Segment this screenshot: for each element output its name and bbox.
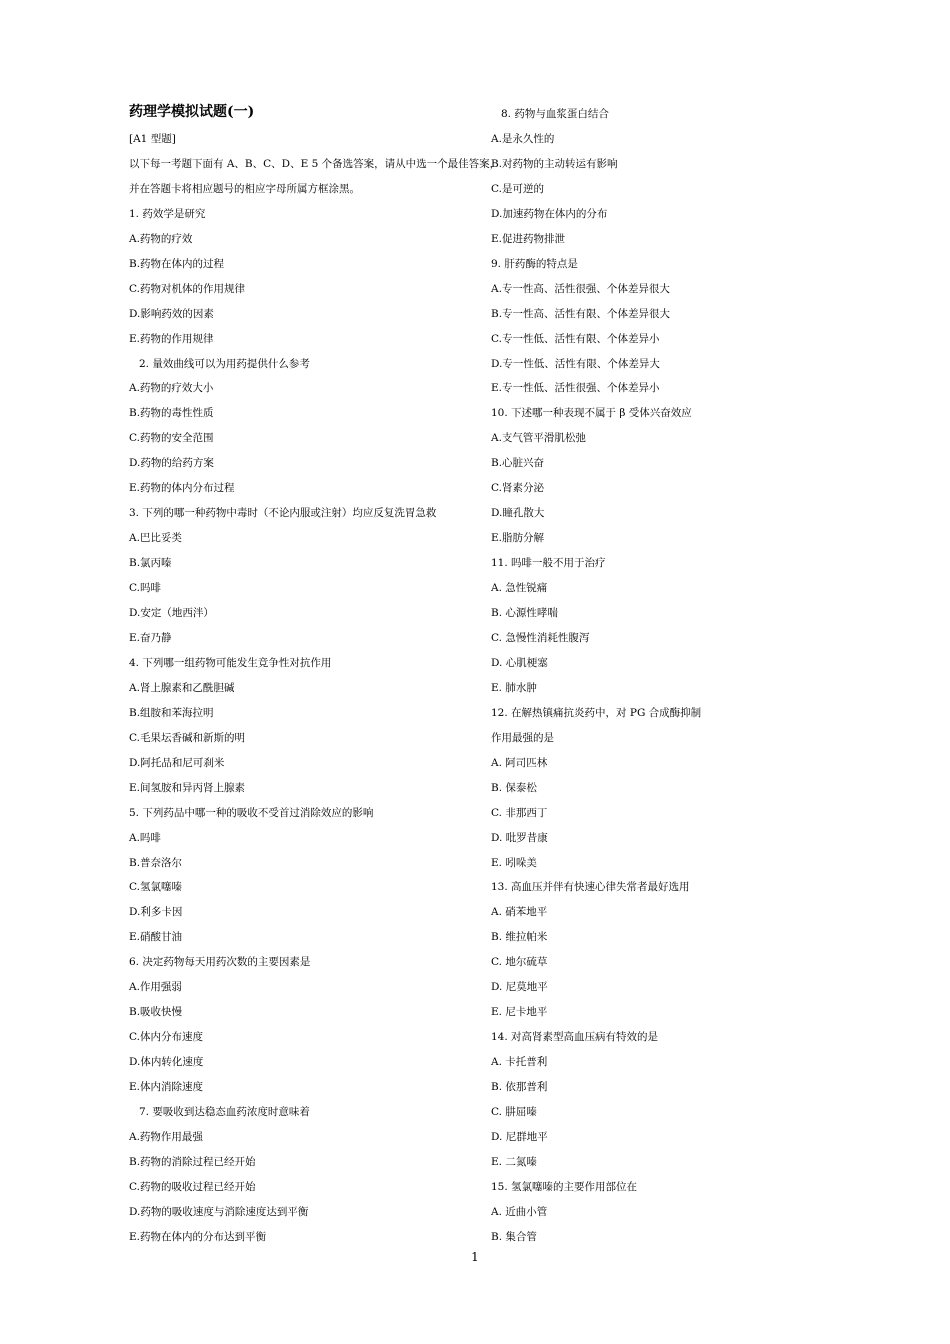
text-line: D.体内转化速度 (129, 1056, 204, 1069)
text-line: A.作用强弱 (129, 981, 182, 994)
text-line: 5. 下列药品中哪一种的吸收不受首过消除效应的影响 (129, 806, 374, 819)
text-line: 4. 下列哪一组药物可能发生竞争性对抗作用 (129, 656, 332, 669)
text-line: E. 二氮嗪 (491, 1155, 537, 1168)
text-line: B. 集合管 (491, 1230, 537, 1243)
text-line: D.药物的吸收速度与消除速度达到平衡 (129, 1205, 309, 1218)
text-line: 7. 要吸收到达稳态血药浓度时意味着 (139, 1106, 310, 1118)
text-line: E.药物的体内分布过程 (129, 482, 235, 495)
text-line: A.巴比妥类 (129, 532, 182, 545)
text-line: A.药物的疗效大小 (129, 382, 214, 395)
text-line: B.普奈洛尔 (129, 856, 183, 869)
text-line: A.药物的疗效 (129, 232, 193, 245)
text-line: A. 近曲小管 (491, 1205, 548, 1218)
text-line: A.吗啡 (129, 831, 161, 844)
text-line: D. 吡罗昔康 (491, 831, 548, 844)
text-line: D. 心肌梗塞 (491, 656, 548, 669)
text-line: D.阿托品和尼可刹米 (129, 756, 225, 769)
text-line: 1. 药效学是研究 (129, 207, 206, 220)
text-line: 15. 氢氯噻嗪的主要作用部位在 (491, 1180, 638, 1193)
text-line: D.影响药效的因素 (129, 307, 214, 320)
text-line: C. 肼屈嗪 (491, 1106, 537, 1118)
text-line: A. 急性锐痛 (491, 582, 548, 595)
text-line: E.间氢胺和异丙肾上腺素 (129, 781, 246, 794)
text-line: B. 维拉帕米 (491, 931, 548, 944)
text-line: D.瞳孔散大 (491, 507, 545, 520)
text-line: 9. 肝药酶的特点是 (491, 257, 578, 270)
text-line: A. 硝苯地平 (491, 906, 548, 919)
text-line: E.奋乃静 (129, 631, 172, 644)
text-line: B. 心源性哮喘 (491, 607, 558, 619)
text-line: E.药物的作用规律 (129, 332, 214, 345)
text-line: 14. 对高肾素型高血压病有特效的是 (491, 1031, 659, 1044)
text-line: D.安定（地西泮） (129, 607, 214, 619)
text-line: D.加速药物在体内的分布 (491, 207, 608, 220)
text-line: B.组胺和苯海拉明 (129, 706, 214, 719)
text-line: B.药物的毒性性质 (129, 407, 214, 420)
text-line: 8. 药物与血浆蛋白结合 (501, 108, 609, 120)
text-line: C.吗啡 (129, 582, 161, 595)
text-line: D.专一性低、活性有限、个体差异大 (491, 357, 660, 370)
text-line: B.药物在体内的过程 (129, 257, 225, 270)
text-line: E.脂肪分解 (491, 532, 545, 545)
text-line: E.硝酸甘油 (129, 931, 183, 944)
text-line: B.氯丙嗪 (129, 557, 172, 570)
text-line: E.专一性低、活性很强、个体差异小 (491, 382, 660, 395)
text-line: A.是永久性的 (491, 132, 555, 145)
text-line: E.体内消除速度 (129, 1081, 204, 1094)
text-line: 2. 量效曲线可以为用药提供什么参考 (139, 357, 310, 370)
page-number: 1 (471, 1250, 479, 1264)
text-line: D. 尼群地平 (491, 1130, 548, 1143)
text-line: C.是可逆的 (491, 182, 544, 195)
text-line: C.药物对机体的作用规律 (129, 282, 245, 295)
text-line: 10. 下述哪一种表现不属于 β 受体兴奋效应 (491, 407, 692, 420)
text-line: C.肾素分泌 (491, 482, 544, 495)
text-line: E.药物在体内的分布达到平衡 (129, 1230, 267, 1243)
text-line: B.心脏兴奋 (491, 457, 545, 470)
text-line: C.药物的安全范围 (129, 432, 214, 445)
text-line: 3. 下列的哪一种药物中毒时（不论内服或注射）均应反复洗胃急救 (129, 507, 437, 520)
text-line: D.药物的给药方案 (129, 457, 214, 470)
text-line: C.氢氯噻嗪 (129, 881, 182, 894)
text-line: 以下每一考题下面有 A、B、C、D、E 5 个备选答案，请从中选一个最佳答案， (129, 157, 501, 170)
text-line: 作用最强的是 (491, 731, 554, 744)
text-line: D. 尼莫地平 (491, 981, 548, 994)
text-line: 12. 在解热镇痛抗炎药中，对 PG 合成酶抑制 (491, 706, 702, 719)
text-line: C. 非那西丁 (491, 806, 548, 819)
text-line: A. 卡托普利 (491, 1056, 548, 1069)
text-line: C.药物的吸收过程已经开始 (129, 1180, 256, 1193)
text-line: 并在答题卡将相应题号的相应字母所属方框涂黑。 (129, 182, 360, 195)
text-line: E. 肺水肿 (491, 681, 537, 694)
text-line: B.吸收快慢 (129, 1006, 183, 1019)
text-line: A.专一性高、活性很强、个体差异很大 (491, 282, 670, 295)
text-line: C. 地尔硫草 (491, 956, 548, 969)
text-line: C.专一性低、活性有限、个体差异小 (491, 332, 660, 345)
text-line: B. 依那普利 (491, 1081, 548, 1094)
text-line: C. 急慢性消耗性腹泻 (491, 631, 590, 644)
document-title: 药理学模拟试题(一) (129, 104, 255, 120)
text-line: D.利多卡因 (129, 906, 183, 919)
text-line: A.药物作用最强 (129, 1130, 203, 1143)
text-line: 6. 决定药物每天用药次数的主要因素是 (129, 956, 311, 969)
text-line: E. 吲哚美 (491, 856, 537, 869)
text-line: 11. 吗啡一般不用于治疗 (491, 557, 606, 570)
text-line: C.体内分布速度 (129, 1031, 203, 1044)
text-line: B. 保泰松 (491, 781, 537, 794)
text-line: B.药物的消除过程已经开始 (129, 1155, 256, 1168)
text-line: E.促进药物排泄 (491, 232, 566, 245)
text-line: 13. 高血压并伴有快速心律失常者最好选用 (491, 881, 690, 894)
text-line: A. 阿司匹林 (491, 756, 548, 769)
text-line: E. 尼卡地平 (491, 1006, 548, 1019)
text-line: A.肾上腺素和乙酰胆碱 (129, 681, 235, 694)
text-line: [A1 型题] (129, 132, 176, 145)
text-line: A.支气管平滑肌松弛 (491, 432, 586, 445)
text-line: B.专一性高、活性有限、个体差异很大 (491, 307, 671, 320)
text-line: C.毛果坛香碱和新斯的明 (129, 731, 245, 744)
text-line: B.对药物的主动转运有影响 (491, 157, 618, 170)
